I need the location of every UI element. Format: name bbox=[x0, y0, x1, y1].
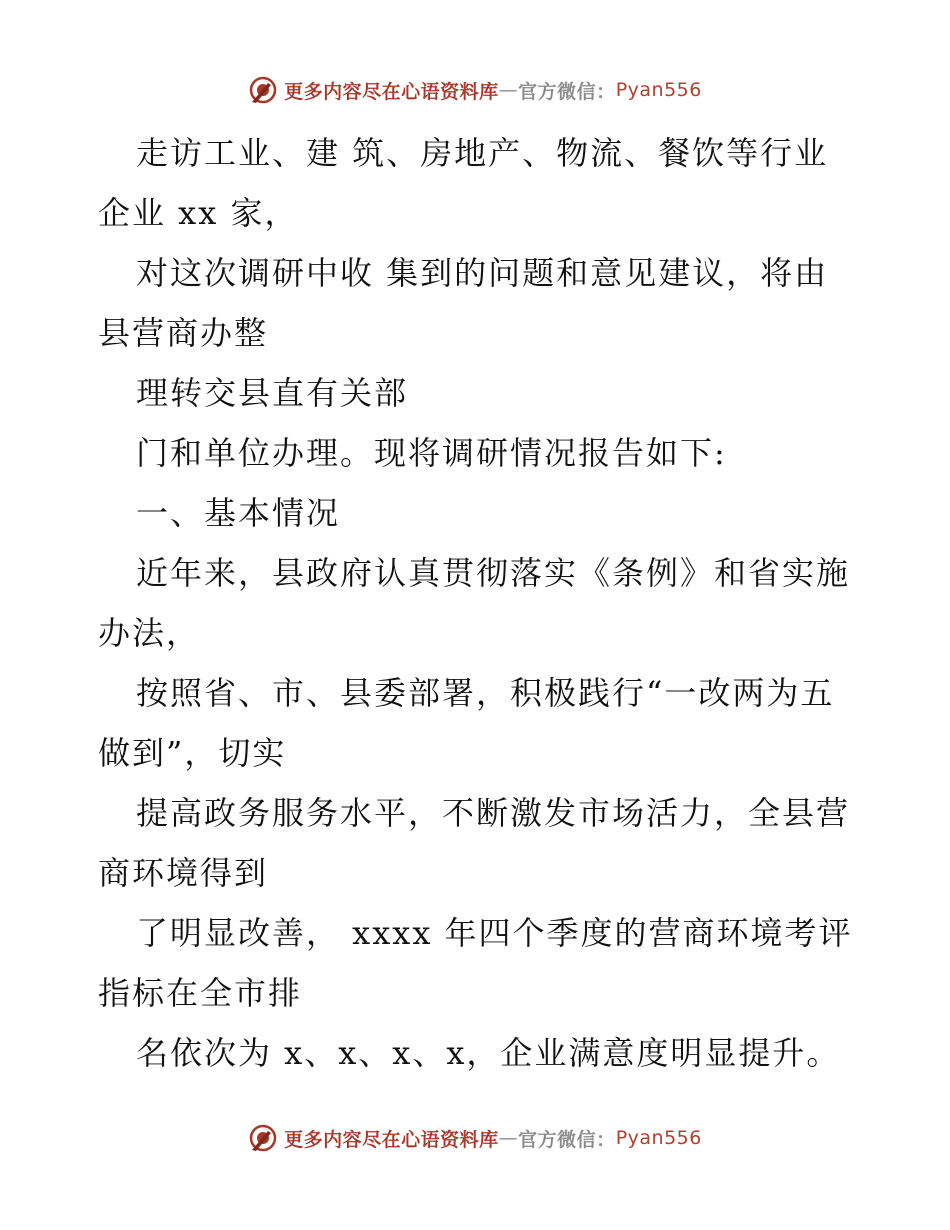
document-body bbox=[98, 123, 858, 1083]
quill-in-circle-logo-icon bbox=[248, 1123, 278, 1153]
paragraph-8: 了明显改善， xxxx 年四个季度的营商环境考评指标在全市排 bbox=[98, 914, 853, 1012]
paragraph-1: 走访工业、建 筑、房地产、物流、餐饮等行业企业 xx 家， bbox=[98, 134, 829, 232]
header-banner-main-text: 更多内容尽在心语资料库 bbox=[284, 80, 499, 103]
section-heading: 一、基本情况 bbox=[136, 494, 341, 532]
paragraph-7: 提高政务服务水平，不断激发市场活力，全县营商环境得到 bbox=[98, 794, 851, 892]
paragraph-6: 按照省、市、县委部署，积极践行“一改两为五做到”，切实 bbox=[98, 674, 835, 772]
paragraph-2: 对这次调研中收 集到的问题和意见建议，将由县营商办整 bbox=[98, 254, 829, 352]
paragraph-3: 理转交县直有关部 bbox=[136, 374, 409, 412]
quill-in-circle-logo-icon bbox=[248, 75, 278, 105]
header-banner-separator: — bbox=[498, 79, 519, 101]
footer-banner-wechat-id: Pyan556 bbox=[615, 1127, 702, 1149]
paragraph-4: 门和单位办理。现将调研情况报告如下: bbox=[136, 434, 727, 472]
paragraph-9: 名依次为 x、x、x、x，企业满意度明显提升。 bbox=[136, 1034, 841, 1072]
footer-banner bbox=[0, 1118, 950, 1158]
footer-banner-separator: — bbox=[498, 1127, 519, 1149]
header-banner-sub-text: 官方微信： bbox=[518, 80, 616, 103]
paragraph-5: 近年来，县政府认真贯彻落实《条例》和省实施办法， bbox=[98, 554, 851, 652]
header-banner-wechat-id: Pyan556 bbox=[615, 79, 702, 101]
footer-banner-sub-text: 官方微信： bbox=[518, 1128, 616, 1151]
footer-banner-main-text: 更多内容尽在心语资料库 bbox=[284, 1128, 499, 1151]
header-banner bbox=[0, 70, 950, 110]
